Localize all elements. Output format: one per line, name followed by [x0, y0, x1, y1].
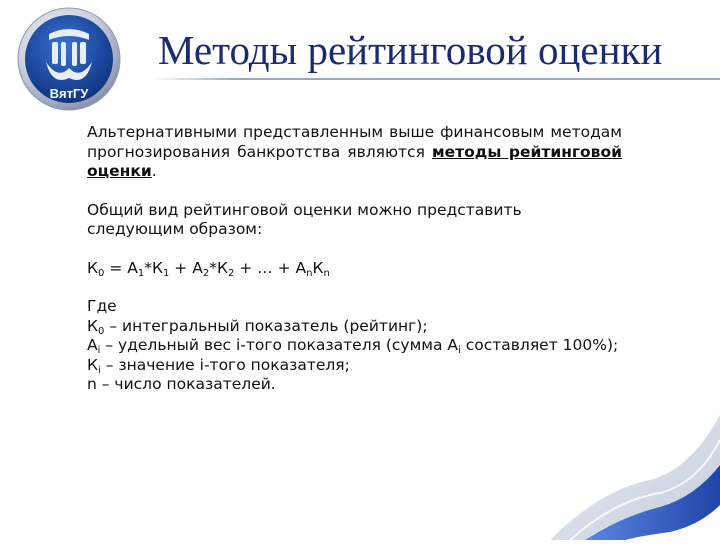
intro-text: Альтернативными представленным выше финансовым методам прогнозирования банкротства являются: [87, 123, 622, 161]
page-title: Методы рейтинговой оценки: [158, 27, 663, 73]
formula-kn: К: [312, 258, 324, 277]
formula-an-sub: n: [306, 267, 313, 279]
formula-k2-sub: 2: [227, 267, 235, 279]
where-ai-desc: – удельный вес i-того показателя (сумма: [100, 336, 448, 354]
where-n-symbol: n: [87, 375, 97, 393]
university-logo: [16, 6, 122, 112]
ribbon-wave-icon: [540, 395, 720, 540]
logo-text: ВятГУ: [49, 86, 89, 101]
formula-k1-sub: 1: [162, 267, 170, 279]
formula-equals: =: [104, 258, 128, 277]
formula-kn-sub: n: [323, 267, 330, 279]
where-ki-sub: i: [98, 364, 101, 376]
formula-an: А: [295, 258, 307, 277]
formula-ellipsis: + … +: [234, 258, 296, 277]
where-ai-desc-end: составляет 100%);: [460, 336, 619, 354]
where-k0-desc: – интегральный показатель (рейтинг);: [104, 316, 428, 335]
where-n-line: [87, 375, 622, 395]
general-view-paragraph: Общий вид рейтинговой оценки можно представить следующим образом:: [87, 200, 522, 238]
formula-mult-2: *: [209, 258, 217, 277]
formula-plus: +: [169, 258, 193, 277]
where-ai-symbol: А: [87, 336, 98, 354]
where-ai-sub: i: [97, 345, 101, 356]
formula-a1: А: [127, 258, 138, 277]
where-k0-sub: 0: [98, 325, 105, 337]
intro-emphasis: методы рейтинговой оценки: [87, 142, 622, 180]
where-ai-line: [87, 336, 622, 356]
where-k0-line: [87, 317, 622, 337]
decorative-ribbon: [540, 395, 720, 540]
where-ai-symbol-2: А: [447, 336, 459, 354]
formula-mult-1: *: [144, 258, 152, 277]
formula-a2: А: [192, 258, 203, 277]
intro-period: .: [151, 162, 157, 180]
formula-k2: К: [216, 258, 228, 277]
where-ki-symbol: К: [87, 355, 99, 374]
where-ki-line: [87, 356, 622, 376]
formula-a1-sub: 1: [137, 267, 145, 279]
intro-paragraph: [87, 123, 622, 182]
formula: [87, 259, 622, 279]
where-k0-symbol: К: [87, 316, 99, 335]
formula-a2-sub: 2: [202, 267, 210, 279]
title-divider: [150, 78, 720, 80]
where-ki-desc: – значение i-того показателя;: [100, 355, 350, 374]
where-heading: Где: [87, 297, 117, 315]
formula-k0-sub: 0: [98, 267, 105, 279]
where-n-desc: – число показателей.: [96, 375, 276, 393]
formula-k0: К: [87, 258, 99, 277]
formula-k1: К: [151, 258, 163, 277]
slide-content: [87, 123, 622, 395]
where-ai-sub-2: i: [458, 345, 461, 356]
logo-emblem-icon: [16, 6, 122, 112]
